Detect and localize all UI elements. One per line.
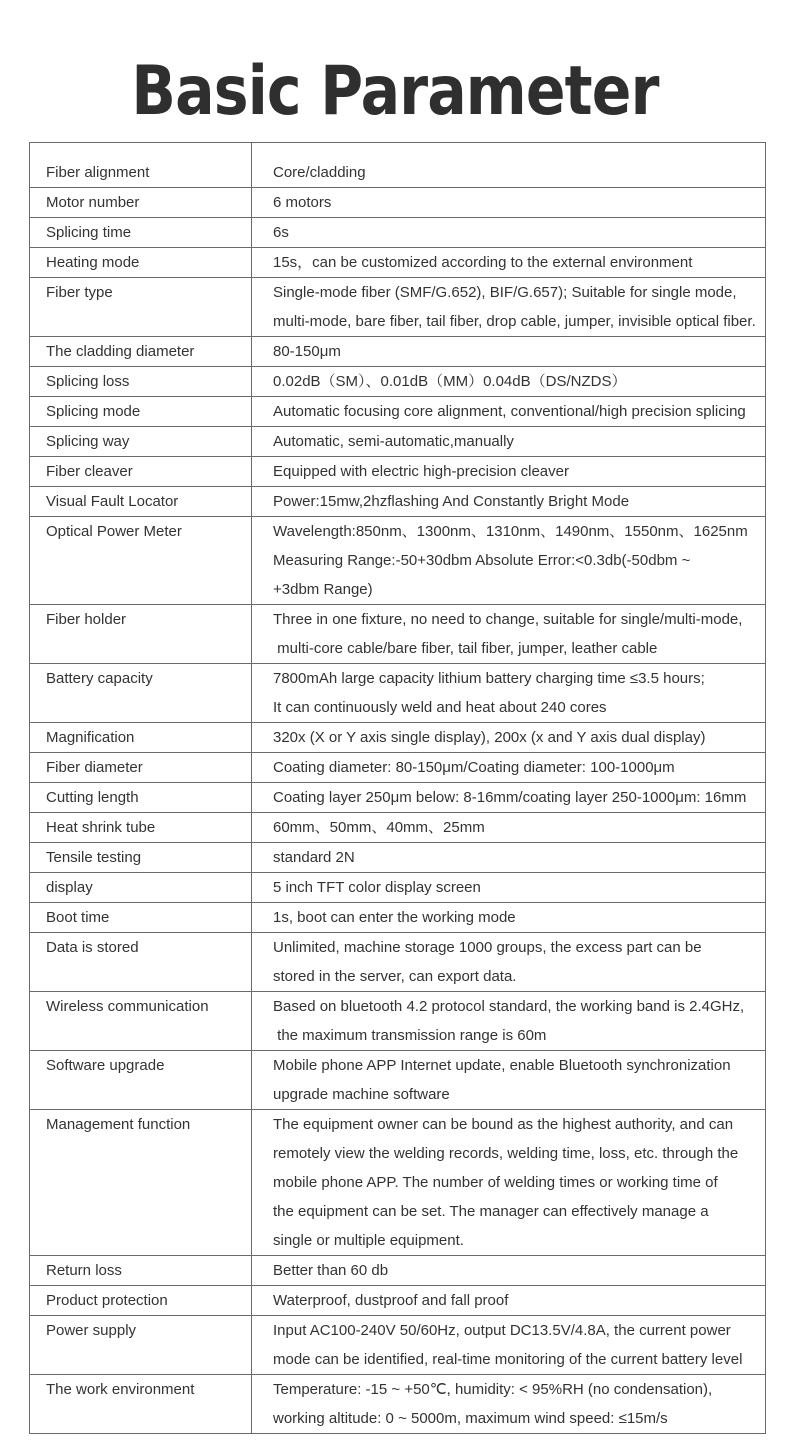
- table-row: [30, 367, 766, 397]
- parameter-value: [252, 278, 766, 337]
- table-row: [30, 1375, 766, 1434]
- parameter-value-line: mode can be identified, real-time monitoring of the current battery level: [273, 1351, 743, 1368]
- table-row: [30, 723, 766, 753]
- parameter-label: Cutting length: [30, 783, 252, 813]
- parameter-label: Splicing way: [30, 427, 252, 457]
- parameter-value-line: remotely view the welding records, welding time, loss, etc. through the: [273, 1145, 739, 1162]
- parameter-value-line: Automatic, semi-automatic,manually: [273, 433, 514, 450]
- parameter-label: Fiber type: [30, 278, 252, 337]
- table-row: [30, 278, 766, 337]
- parameter-label: Boot time: [30, 903, 252, 933]
- parameter-value-line: upgrade machine software: [273, 1086, 450, 1103]
- parameter-value-line: Measuring Range:-50+30dbm Absolute Error:<0.3db(-50dbm ~: [273, 552, 691, 569]
- parameter-value: [252, 1256, 766, 1286]
- parameter-value-line: Wavelength:850nm、1300nm、1310nm、1490nm、1550nm、1625nm: [273, 523, 748, 540]
- parameter-table-body: [30, 143, 766, 1434]
- parameter-value: [252, 337, 766, 367]
- parameter-label: Magnification: [30, 723, 252, 753]
- parameter-label: Data is stored: [30, 933, 252, 992]
- table-row: [30, 753, 766, 783]
- parameter-value-line: mobile phone APP. The number of welding times or working time of: [273, 1174, 718, 1191]
- parameter-table: [29, 142, 766, 1434]
- parameter-label: Motor number: [30, 188, 252, 218]
- parameter-value-line: multi-core cable/bare fiber, tail fiber, jumper, leather cable: [273, 640, 658, 657]
- parameter-label: Visual Fault Locator: [30, 487, 252, 517]
- table-row: [30, 517, 766, 605]
- parameter-value-line: Based on bluetooth 4.2 protocol standard, the working band is 2.4GHz,: [273, 998, 745, 1015]
- parameter-value-line: Mobile phone APP Internet update, enable Bluetooth synchronization: [273, 1057, 731, 1074]
- parameter-value-line: 1s, boot can enter the working mode: [273, 909, 516, 926]
- parameter-label: Fiber cleaver: [30, 457, 252, 487]
- parameter-value-line: 7800mAh large capacity lithium battery charging time ≤3.5 hours;: [273, 670, 705, 687]
- parameter-value: [252, 1051, 766, 1110]
- parameter-value-line: Equipped with electric high-precision cleaver: [273, 463, 569, 480]
- parameter-label: Tensile testing: [30, 843, 252, 873]
- parameter-value-line: multi-mode, bare fiber, tail fiber, drop cable, jumper, invisible optical fiber.: [273, 313, 756, 330]
- parameter-value-line: 60mm、50mm、40mm、25mm: [273, 819, 485, 836]
- parameter-value-line: Input AC100-240V 50/60Hz, output DC13.5V/4.8A, the current power: [273, 1322, 731, 1339]
- parameter-value: [252, 753, 766, 783]
- table-row: [30, 1051, 766, 1110]
- parameter-label: Battery capacity: [30, 664, 252, 723]
- parameter-value: [252, 248, 766, 278]
- parameter-value: [252, 1286, 766, 1316]
- parameter-value: [252, 664, 766, 723]
- parameter-value-line: Core/cladding: [273, 164, 366, 181]
- parameter-value: [252, 1110, 766, 1256]
- parameter-value: [252, 843, 766, 873]
- parameter-value-line: 6 motors: [273, 194, 332, 211]
- parameter-value-line: 80-150μm: [273, 343, 341, 360]
- parameter-value-line: Better than 60 db: [273, 1262, 389, 1279]
- parameter-value: [252, 218, 766, 248]
- parameter-value-line: 6s: [273, 224, 289, 241]
- parameter-label: Product protection: [30, 1286, 252, 1316]
- parameter-value-line: Waterproof, dustproof and fall proof: [273, 1292, 509, 1309]
- parameter-label: display: [30, 873, 252, 903]
- table-row: [30, 992, 766, 1051]
- table-row: [30, 337, 766, 367]
- parameter-label: Fiber diameter: [30, 753, 252, 783]
- parameter-value-line: Single-mode fiber (SMF/G.652), BIF/G.657); Suitable for single mode,: [273, 284, 737, 301]
- table-row: [30, 843, 766, 873]
- parameter-value-line: 5 inch TFT color display screen: [273, 879, 481, 896]
- table-row: [30, 903, 766, 933]
- parameter-value-line: standard 2N: [273, 849, 355, 866]
- parameter-value: [252, 143, 766, 188]
- parameter-label: Heat shrink tube: [30, 813, 252, 843]
- table-row: [30, 1286, 766, 1316]
- table-row: [30, 1110, 766, 1256]
- parameter-value-line: Unlimited, machine storage 1000 groups, the excess part can be: [273, 939, 702, 956]
- table-row: [30, 813, 766, 843]
- parameter-value-line: 15s，can be customized according to the external environment: [273, 254, 693, 271]
- parameter-value: [252, 427, 766, 457]
- parameter-value-line: Coating diameter: 80-150μm/Coating diameter: 100-1000μm: [273, 759, 675, 776]
- parameter-value: [252, 783, 766, 813]
- parameter-value-line: It can continuously weld and heat about 240 cores: [273, 699, 607, 716]
- table-row: [30, 427, 766, 457]
- table-row: [30, 487, 766, 517]
- page-title: Basic Parameter: [131, 52, 659, 131]
- table-row: [30, 397, 766, 427]
- parameter-value: [252, 487, 766, 517]
- parameter-label: Power supply: [30, 1316, 252, 1375]
- parameter-value: [252, 605, 766, 664]
- parameter-value-line: 0.02dB（SM）、0.01dB（MM）0.04dB（DS/NZDS）: [273, 373, 627, 390]
- parameter-label: The cladding diameter: [30, 337, 252, 367]
- parameter-value: [252, 933, 766, 992]
- parameter-label: Fiber holder: [30, 605, 252, 664]
- table-row: [30, 218, 766, 248]
- table-row: [30, 873, 766, 903]
- parameter-value-line: Three in one fixture, no need to change, suitable for single/multi-mode,: [273, 611, 743, 628]
- parameter-label: Software upgrade: [30, 1051, 252, 1110]
- table-row: [30, 457, 766, 487]
- parameter-value: [252, 1375, 766, 1434]
- parameter-value: [252, 723, 766, 753]
- table-row: [30, 188, 766, 218]
- parameter-value: [252, 813, 766, 843]
- parameter-label: Management function: [30, 1110, 252, 1256]
- parameter-label: Optical Power Meter: [30, 517, 252, 605]
- parameter-label: Heating mode: [30, 248, 252, 278]
- parameter-value-line: The equipment owner can be bound as the highest authority, and can: [273, 1116, 734, 1133]
- parameter-label: Wireless communication: [30, 992, 252, 1051]
- parameter-value: [252, 873, 766, 903]
- parameter-value: [252, 903, 766, 933]
- parameter-value-line: Coating layer 250μm below: 8-16mm/coating layer 250-1000μm: 16mm: [273, 789, 747, 806]
- parameter-value: [252, 457, 766, 487]
- parameter-value: [252, 1316, 766, 1375]
- parameter-value: [252, 397, 766, 427]
- parameter-label: Splicing time: [30, 218, 252, 248]
- parameter-value-line: single or multiple equipment.: [273, 1232, 464, 1249]
- table-row: [30, 1316, 766, 1375]
- parameter-value-line: Temperature: -15 ~ +50℃, humidity: < 95%RH (no condensation),: [273, 1381, 713, 1398]
- table-row: [30, 248, 766, 278]
- table-row: [30, 664, 766, 723]
- parameter-value-line: Power:15mw,2hzflashing And Constantly Bright Mode: [273, 493, 630, 510]
- table-row: [30, 143, 766, 188]
- parameter-value-line: Automatic focusing core alignment, conventional/high precision splicing: [273, 403, 746, 420]
- parameter-value: [252, 367, 766, 397]
- parameter-label: Splicing mode: [30, 397, 252, 427]
- parameter-value-line: the equipment can be set. The manager can effectively manage a: [273, 1203, 709, 1220]
- parameter-value: [252, 188, 766, 218]
- table-row: [30, 783, 766, 813]
- parameter-value-line: the maximum transmission range is 60m: [273, 1027, 547, 1044]
- parameter-label: Splicing loss: [30, 367, 252, 397]
- parameter-value-line: stored in the server, can export data.: [273, 968, 517, 985]
- table-row: [30, 1256, 766, 1286]
- parameter-label: Return loss: [30, 1256, 252, 1286]
- parameter-value: [252, 992, 766, 1051]
- table-row: [30, 605, 766, 664]
- parameter-value-line: 320x (X or Y axis single display), 200x (x and Y axis dual display): [273, 729, 706, 746]
- parameter-value-line: +3dbm Range): [273, 581, 373, 598]
- parameter-value-line: working altitude: 0 ~ 5000m, maximum wind speed: ≤15m/s: [273, 1410, 668, 1427]
- parameter-label: The work environment: [30, 1375, 252, 1434]
- parameter-label: Fiber alignment: [30, 143, 252, 188]
- parameter-value: [252, 517, 766, 605]
- table-row: [30, 933, 766, 992]
